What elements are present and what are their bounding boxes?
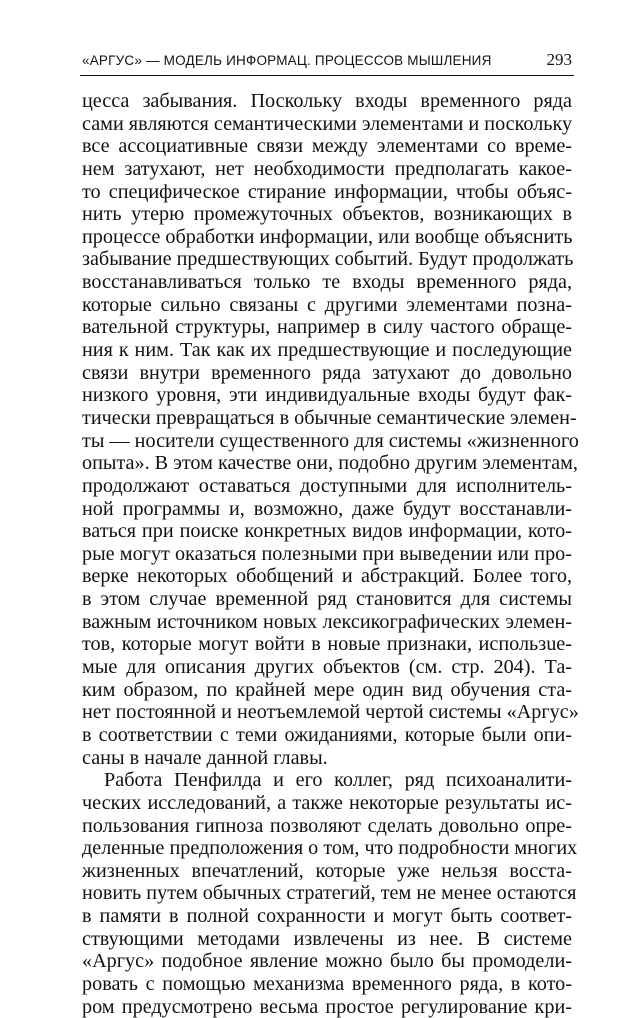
text-line: вательной структуры, например в силу частого обраще- bbox=[82, 316, 572, 339]
text-line: в памяти в полной сохранности и могут быть соответ- bbox=[82, 905, 572, 928]
header-rule bbox=[80, 75, 574, 76]
text-line: мые для описания других объектов (см. стр. 204). Та- bbox=[82, 656, 572, 679]
text-line: продолжают оставаться доступными для исполнитель- bbox=[82, 474, 572, 497]
text-line: верке некоторых обобщений и абстракций. Более того, bbox=[82, 565, 572, 588]
text-line: опыта». В этом качестве они, подобно другим элементам, bbox=[82, 452, 578, 475]
text-line: жизненных впечатлений, которые уже нельзя восста- bbox=[82, 859, 572, 882]
text-line: саны в начале данной главы. bbox=[82, 746, 328, 769]
text-line: ния к ним. Так как их предшествующие и последующие bbox=[82, 339, 572, 362]
text-line: деленные предположения о том, что подробности многих bbox=[82, 837, 578, 860]
text-line: процессе обработки информации, или вообще объяснить bbox=[82, 225, 573, 248]
text-line: забывание предшествующих событий. Будут продолжать bbox=[82, 248, 574, 271]
text-line: тически превращаться в обычные семантические элемен- bbox=[82, 406, 577, 429]
text-line: ствующими методами извлечены из нее. В системе bbox=[82, 927, 572, 950]
text-line: ким образом, по крайней мере один вид обучения ста- bbox=[82, 678, 572, 701]
text-line: то специфическое стирание информации, чтобы объяс- bbox=[82, 180, 572, 203]
running-title: «АРГУС» — МОДЕЛЬ ИНФОРМАЦ. ПРОЦЕССОВ МЫШЛЕНИЯ bbox=[82, 53, 492, 68]
text-line: которые сильно связаны с другими элементами позна- bbox=[82, 293, 572, 316]
text-line: ваться при поиске конкретных видов информации, кото- bbox=[82, 520, 572, 543]
text-line: важным источником новых лексикографических элемен- bbox=[82, 610, 572, 633]
body-text bbox=[82, 90, 579, 1018]
text-line: низкого уровня, эти индивидуальные входы будут фак- bbox=[82, 384, 572, 407]
text-line: в соответствии с теми ожиданиями, которые были опи- bbox=[82, 723, 572, 746]
text-line: в этом случае временной ряд становится для системы bbox=[82, 588, 572, 611]
text-line: ты — носители существенного для системы «жизненного bbox=[82, 429, 579, 452]
text-line: новить путем обычных стратегий, тем не менее остаются bbox=[82, 882, 577, 905]
text-line: сами являются семантическими элементами и поскольку bbox=[82, 112, 573, 135]
text-line: все ассоциативные связи между элементами со време- bbox=[82, 135, 572, 158]
text-line: нет постоянной и неотъемлемой чертой системы «Аргус» bbox=[82, 701, 579, 724]
running-head bbox=[82, 50, 572, 70]
text-line: ческих исследований, а также некоторые результаты ис- bbox=[82, 791, 572, 814]
text-line: ной программы и, возможно, даже будут восстанавли- bbox=[82, 497, 572, 520]
text-line: связи внутри временного ряда затухают до довольно bbox=[82, 361, 572, 384]
text-line: Работа Пенфилда и его коллег, ряд психоаналити- bbox=[104, 769, 572, 792]
text-line: рые могут оказаться полезными при выведении или про- bbox=[82, 542, 572, 565]
page-number: 293 bbox=[546, 50, 572, 69]
text-line: пользования гипноза позволяют сделать довольно опре- bbox=[82, 814, 572, 837]
text-line: нить утерю промежуточных объектов, возникающих в bbox=[82, 203, 572, 226]
text-line: ром предусмотрено весьма простое регулирование кри- bbox=[82, 995, 572, 1018]
text-line: восстанавливаться только те входы временного ряда, bbox=[82, 271, 572, 294]
text-line: цесса забывания. Поскольку входы временного ряда bbox=[82, 90, 572, 112]
text-line: ровать с помощью механизма временного ряда, в кото- bbox=[82, 972, 572, 995]
text-line: «Аргус» подобное явление можно было бы промодели- bbox=[82, 950, 572, 973]
text-line: тов, которые могут войти в новые признаки, использue- bbox=[82, 633, 572, 656]
text-line: нем затухают, нет необходимости предполагать какое- bbox=[82, 157, 572, 180]
